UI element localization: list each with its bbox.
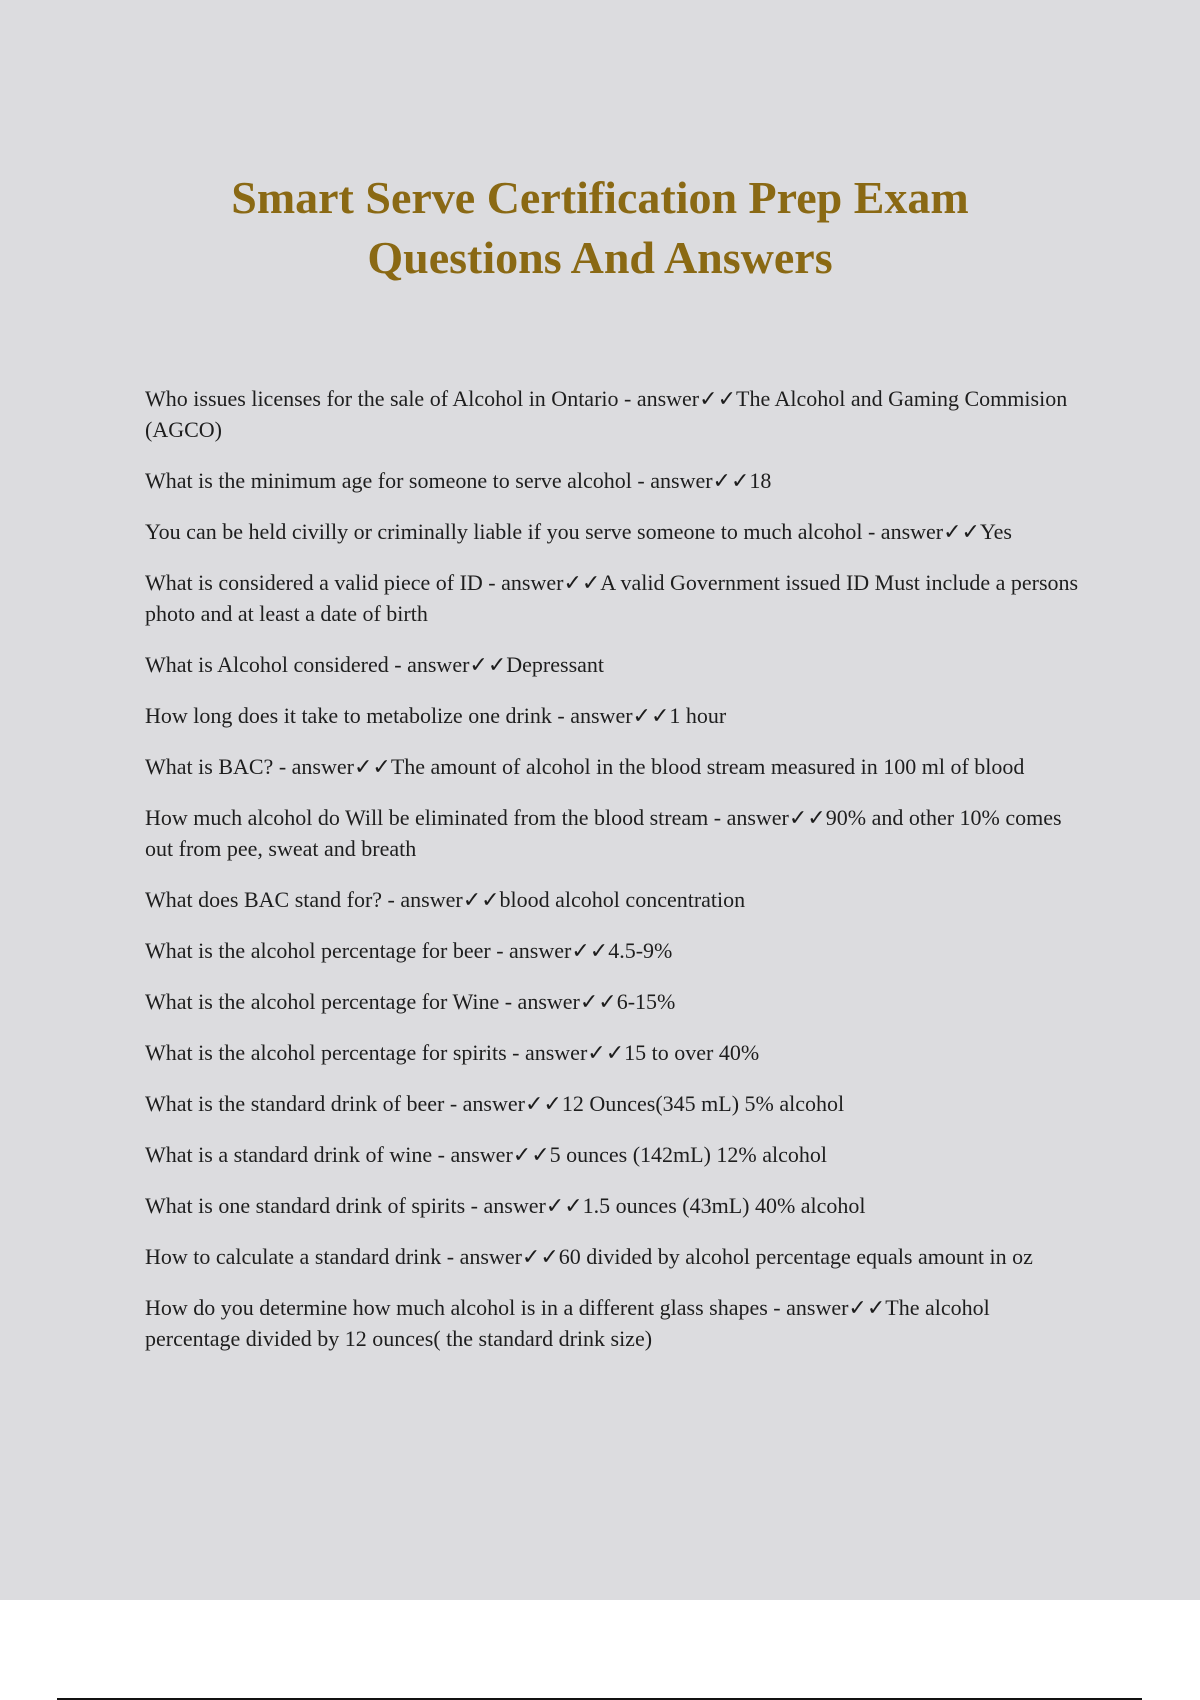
qa-list xyxy=(145,383,1090,1374)
qa-item: What does BAC stand for? - answer✓✓blood alcohol concentration xyxy=(145,887,746,912)
document-title xyxy=(0,168,1200,288)
qa-item: What is considered a valid piece of ID - answer✓✓A valid Government issued ID Must include a persons photo and at least a date of birth xyxy=(145,570,1079,626)
qa-item: What is the standard drink of beer - answer✓✓12 Ounces(345 mL) 5% alcohol xyxy=(145,1091,845,1116)
qa-item: What is the alcohol percentage for spirits - answer✓✓15 to over 40% xyxy=(145,1040,760,1065)
qa-item: How much alcohol do Will be eliminated from the blood stream - answer✓✓90% and other 10% comes out from pee, sweat and breath xyxy=(145,805,1062,861)
qa-item: Who issues licenses for the sale of Alcohol in Ontario - answer✓✓The Alcohol and Gaming Commision (AGCO) xyxy=(145,386,1068,442)
qa-item: What is the alcohol percentage for beer - answer✓✓4.5-9% xyxy=(145,938,673,963)
qa-item: What is Alcohol considered - answer✓✓Depressant xyxy=(145,652,605,677)
qa-item: What is a standard drink of wine - answer✓✓5 ounces (142mL) 12% alcohol xyxy=(145,1142,828,1167)
title-line-2: Questions And Answers xyxy=(367,232,833,283)
qa-item: What is BAC? - answer✓✓The amount of alcohol in the blood stream measured in 100 ml of blood xyxy=(145,754,1025,779)
qa-item: What is one standard drink of spirits - answer✓✓1.5 ounces (43mL) 40% alcohol xyxy=(145,1193,866,1218)
title-line-1: Smart Serve Certification Prep Exam xyxy=(231,172,969,223)
qa-item: What is the minimum age for someone to serve alcohol - answer✓✓18 xyxy=(145,468,772,493)
qa-item: What is the alcohol percentage for Wine - answer✓✓6-15% xyxy=(145,989,676,1014)
qa-item: You can be held civilly or criminally liable if you serve someone to much alcohol - answer✓✓Yes xyxy=(145,519,1012,544)
qa-item: How to calculate a standard drink - answer✓✓60 divided by alcohol percentage equals amount in oz xyxy=(145,1244,1033,1269)
qa-item: How do you determine how much alcohol is in a different glass shapes - answer✓✓The alcohol percentage divided by 12 ounces( the standard drink size) xyxy=(145,1295,990,1351)
qa-item: How long does it take to metabolize one drink - answer✓✓1 hour xyxy=(145,703,727,728)
